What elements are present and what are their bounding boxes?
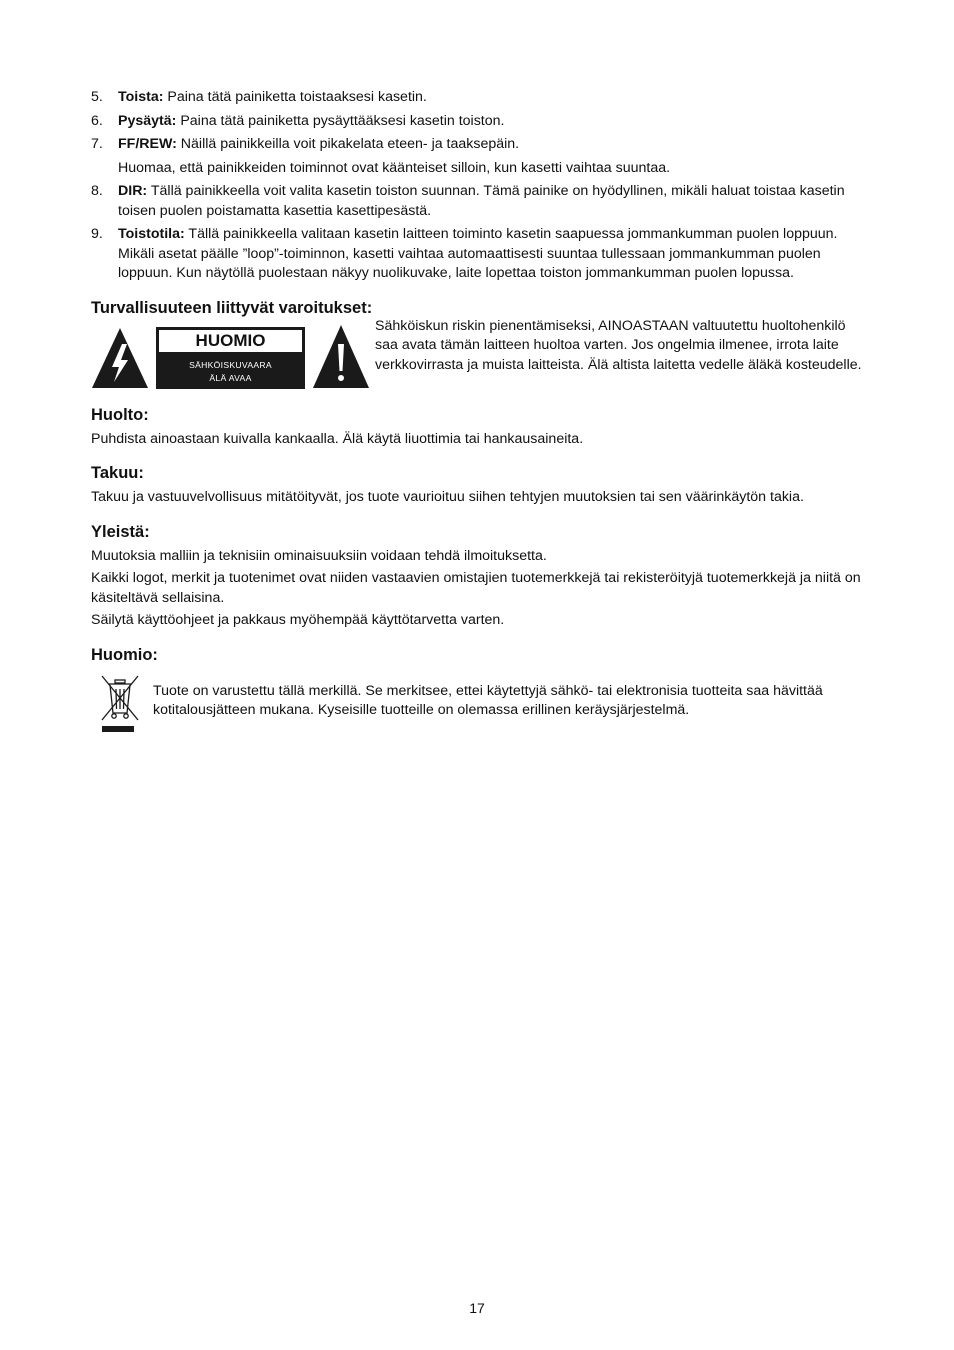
weee-text: Tuote on varustettu tällä merkillä. Se merkitsee, ettei käytettyjä sähkö- tai elektronisia tuotteita saa hävittää kotitalousjätteen mukana. Kyseisille tuotteille on olemassa erillinen keräysjärjestelmä. — [153, 682, 823, 718]
crossed-bin-icon — [99, 673, 141, 735]
note-section — [91, 645, 861, 739]
list-item — [91, 88, 861, 108]
maintenance-heading: Huolto: — [91, 405, 149, 424]
list-item — [91, 112, 861, 132]
item-label: DIR: — [118, 183, 148, 199]
list-item — [91, 225, 861, 284]
list-item — [91, 135, 861, 178]
item-number: 9. — [91, 226, 103, 242]
maintenance-text: Puhdista ainoastaan kuivalla kankaalla. Älä käytä liuottimia tai hankausaineita. — [91, 430, 584, 447]
item-label: Toistotila: — [118, 226, 185, 242]
item-text: Tällä painikkeella valitaan kasetin laitteen toiminto kasetin saapuessa jommankumman puolen loppuun. Mikäli asetat päälle ”loop”-toiminnon, kasetti vaihtaa automaattisesti suuntaa tullessaan jommankumman puolen loppuun. Kun näytöllä puolestaan näkyy nuolikuvake, laite lopettaa toiston jommankumman puolen lopussa. — [118, 226, 838, 281]
general-heading: Yleistä: — [91, 522, 150, 541]
safety-heading: Turvallisuuteen liittyvät varoitukset: — [91, 298, 373, 317]
item-text: Tällä painikkeella voit valita kasetin toiston suunnan. Tämä painike on hyödyllinen, mikäli haluat toistaa kasetin toisen puolen poistamatta kasettia kasettipesästä. — [118, 183, 845, 219]
exclamation-warning-icon — [312, 324, 370, 389]
page-number: 17 — [469, 1300, 485, 1316]
caution-label-line-2: ÄLÄ AVAA — [209, 372, 252, 383]
item-text: Näillä painikkeilla voit pikakelata eteen- ja taaksepäin. — [176, 136, 520, 152]
general-text-1: Muutoksia malliin ja teknisiin ominaisuuksiin voidaan tehdä ilmoituksetta. — [91, 547, 547, 564]
lightning-warning-icon — [91, 327, 149, 389]
item-number: 5. — [91, 89, 103, 105]
general-text-3: Säilytä käyttöohjeet ja pakkaus myöhempää käyttötarvetta varten. — [91, 612, 505, 628]
item-number: 8. — [91, 183, 103, 199]
note-heading: Huomio: — [91, 645, 158, 664]
safety-text: Sähköiskun riskin pienentämiseksi, AINOASTAAN valtuutettu huoltohenkilö saa avata tämän laitteen huoltoa varten. Jos ongelmia ilmenee, irrota laite verkkovirrasta ja muista laitteista. Älä altista laitetta vedelle äläkä kosteudelle. — [375, 317, 862, 373]
item-number: 7. — [91, 136, 103, 152]
item-label: Pysäytä: — [118, 112, 177, 129]
item-text: Paina tätä painiketta pysäyttääksesi kasetin toiston. — [176, 112, 505, 129]
safety-block — [91, 317, 862, 391]
item-note: Huomaa, että painikkeiden toiminnot ovat käänteiset silloin, kun kasetti vaihtaa suuntaa. — [118, 159, 671, 176]
caution-label — [156, 327, 305, 389]
general-text-2: Kaikki logot, merkit ja tuotenimet ovat niiden vastaavien omistajien tuotemerkkejä tai rekisteröityjä tuotemerkkejä ja niitä on käsiteltävä sellaisina. — [91, 570, 861, 606]
button-function-list — [91, 88, 861, 284]
item-text: Paina tätä painiketta toistaaksesi kasetin. — [163, 89, 427, 105]
weee-block — [91, 673, 861, 739]
item-label: FF/REW: — [118, 136, 177, 152]
item-number: 6. — [91, 112, 103, 129]
maintenance-section — [91, 405, 861, 450]
list-item — [91, 182, 861, 221]
caution-label-title: HUOMIO — [159, 330, 302, 352]
manual-page — [91, 88, 861, 739]
warranty-heading: Takuu: — [91, 464, 144, 482]
item-label: Toista: — [118, 89, 164, 105]
general-section — [91, 522, 861, 631]
caution-label-subtitle — [156, 359, 305, 385]
warranty-text: Takuu ja vastuuvelvollisuus mitätöityvät, jos tuote vaurioituu siihen tehtyjen muutoksien tai sen väärinkäytön takia. — [91, 489, 804, 505]
safety-section — [91, 298, 861, 391]
caution-label-line-1: SÄHKÖISKUVAARA — [189, 359, 272, 370]
warranty-section — [91, 463, 861, 508]
